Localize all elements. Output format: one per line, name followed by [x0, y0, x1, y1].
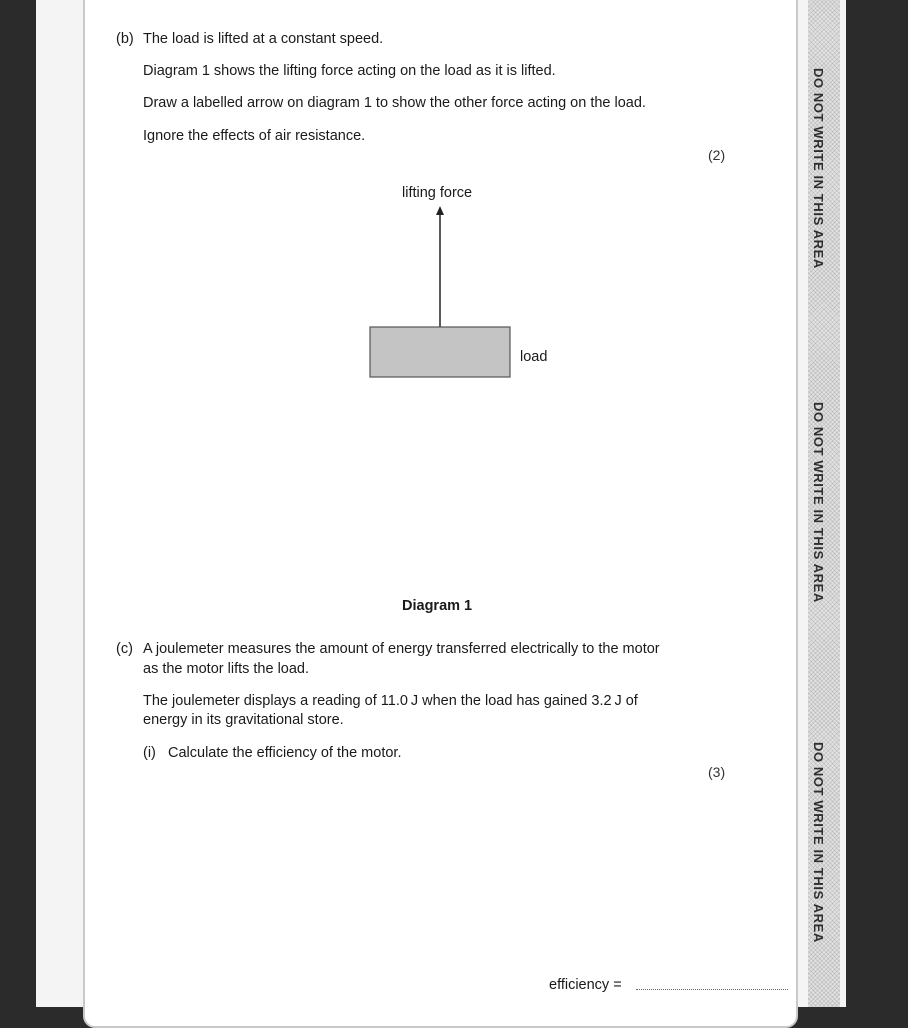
diagram-svg [360, 180, 590, 390]
answer-frame [83, 0, 798, 1028]
part-b-line1: Diagram 1 shows the lifting force acting on the load as it is lifted. [143, 63, 556, 79]
part-c-line2b: energy in its gravitational store. [143, 712, 344, 728]
part-c-sub-label: (i) [143, 745, 156, 761]
diagram-1[interactable] [360, 180, 590, 395]
part-c-sub-text: Calculate the efficiency of the motor. [168, 745, 402, 761]
load-label: load [520, 349, 548, 365]
lifting-force-arrow-head [436, 206, 444, 215]
lifting-force-label: lifting force [402, 185, 473, 201]
efficiency-answer-line[interactable] [636, 989, 788, 990]
efficiency-label: efficiency = [549, 977, 622, 993]
part-b-intro: The load is lifted at a constant speed. [143, 31, 384, 47]
part-b-line2: Draw a labelled arrow on diagram 1 to show the other force acting on the load. [143, 95, 646, 111]
diagram-caption: Diagram 1 [402, 598, 473, 614]
part-c-line2a: The joulemeter displays a reading of 11.0 J when the load has gained 3.2 J of [143, 693, 638, 709]
part-c-line1b: as the motor lifts the load. [143, 661, 310, 677]
part-b-marks: (2) [708, 147, 726, 163]
margin-warning-3: DO NOT WRITE IN THIS AREA [811, 742, 826, 943]
margin-warning-2: DO NOT WRITE IN THIS AREA [811, 402, 826, 603]
part-c-label: (c) [116, 641, 133, 657]
part-c-marks: (3) [708, 764, 726, 780]
part-b-line3: Ignore the effects of air resistance. [143, 128, 366, 144]
part-b-label: (b) [116, 31, 134, 47]
part-c-line1a: A joulemeter measures the amount of energy transferred electrically to the motor [143, 641, 660, 657]
left-background [0, 0, 36, 1007]
margin-warning-1: DO NOT WRITE IN THIS AREA [811, 68, 826, 269]
right-background [846, 0, 908, 1007]
load-box [370, 327, 510, 377]
